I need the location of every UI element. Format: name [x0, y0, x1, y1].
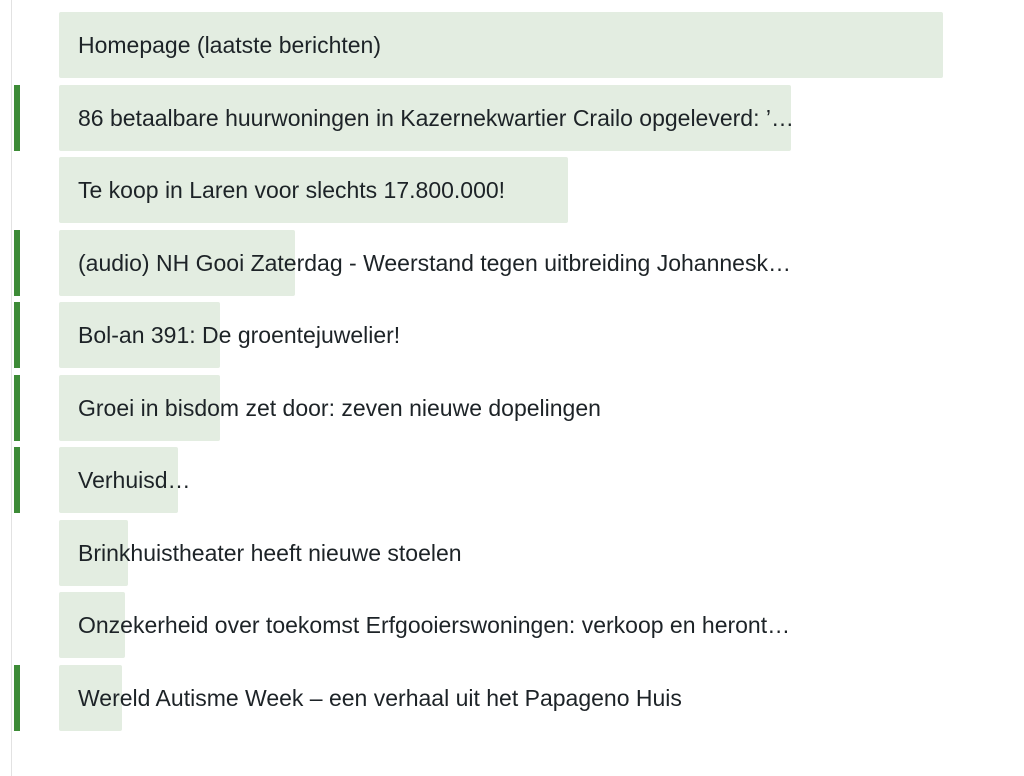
row-marker: [14, 85, 20, 151]
row-marker: [14, 447, 20, 513]
list-item[interactable]: [0, 520, 1024, 586]
page-link[interactable]: (audio) NH Gooi Zaterdag - Weerstand tegen uitbreiding Johannesk…: [78, 250, 791, 276]
list-item[interactable]: [0, 157, 1024, 223]
page-link[interactable]: Bol-an 391: De groentejuwelier!: [78, 322, 401, 348]
list-item[interactable]: [0, 230, 1024, 296]
list-item[interactable]: [0, 302, 1024, 368]
row-marker: [14, 375, 20, 441]
list-item[interactable]: [0, 665, 1024, 731]
list-item[interactable]: [0, 12, 1024, 78]
page-link[interactable]: Onzekerheid over toekomst Erfgooierswoningen: verkoop en heront…: [78, 612, 791, 638]
row-marker: [14, 230, 20, 296]
list-item[interactable]: [0, 592, 1024, 658]
list-item[interactable]: [0, 375, 1024, 441]
row-marker: [14, 302, 20, 368]
page-link[interactable]: Brinkhuistheater heeft nieuwe stoelen: [78, 540, 462, 566]
row-marker: [14, 665, 20, 731]
page-link[interactable]: Groei in bisdom zet door: zeven nieuwe dopelingen: [78, 395, 601, 421]
list-item[interactable]: [0, 85, 1024, 151]
page-link[interactable]: Verhuisd…: [78, 467, 191, 493]
page-link[interactable]: Wereld Autisme Week – een verhaal uit het Papageno Huis: [78, 685, 682, 711]
page-link[interactable]: Homepage (laatste berichten): [78, 32, 381, 58]
page-link[interactable]: 86 betaalbare huurwoningen in Kazernekwartier Crailo opgeleverd: ’…: [78, 105, 794, 131]
list-item[interactable]: [0, 447, 1024, 513]
page-link[interactable]: Te koop in Laren voor slechts 17.800.000!: [78, 177, 506, 203]
